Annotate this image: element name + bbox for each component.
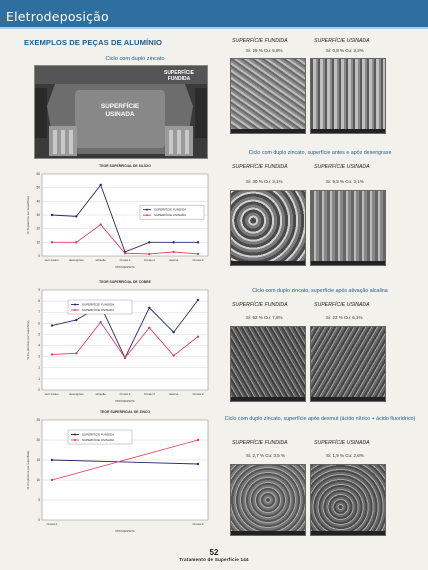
y-tick-label: 60 <box>36 172 40 176</box>
y-axis-label: % Zn (átomos por superfície) <box>26 450 30 490</box>
legend-marker <box>146 209 148 211</box>
sem-image-usinada <box>310 58 386 134</box>
page-number: 52 <box>209 548 219 557</box>
sem-head-usinada: SUPERFÍCIE USINADA <box>314 164 370 170</box>
legend-marker <box>74 304 76 306</box>
data-point <box>197 439 199 441</box>
data-point <box>51 479 53 481</box>
sem-image-usinada <box>310 190 386 266</box>
legend-label: SUPERFÍCIE USINADA <box>154 213 187 218</box>
x-axis-label: PROCESSOS <box>115 265 135 269</box>
page-title: Eletrodeposição <box>6 9 109 24</box>
piston-photo <box>34 65 208 159</box>
sem-val-fundida: Si: 2,7 % Cu: 3,5 % <box>246 453 286 458</box>
y-tick-label: 2 <box>38 365 40 370</box>
x-tick-label: desengraxe <box>69 258 84 262</box>
x-tick-label: sem tratam. <box>44 392 60 396</box>
sem-head-fundida: SUPERFÍCIE FUNDIDA <box>232 302 288 308</box>
sem-image-usinada <box>310 326 386 402</box>
x-tick-label: desmut <box>169 258 179 262</box>
x-tick-label: zincato 2 <box>143 392 155 396</box>
x-axis-label: PROCESSOS <box>115 529 135 533</box>
photo-caption: Ciclo com duplo zincato <box>105 56 165 62</box>
data-point <box>148 307 150 309</box>
sem-head-fundida: SUPERFÍCIE FUNDIDA <box>232 164 288 170</box>
sem-caption: Ciclo com duplo zincato, superfície após desmut (ácido nítrico + ácido fluorídrico) <box>224 416 416 422</box>
data-point <box>197 299 199 301</box>
legend-marker <box>74 439 76 441</box>
y-tick-label: 0 <box>38 254 40 258</box>
legend-label: SUPERFÍCIE FUNDIDA <box>154 207 187 212</box>
y-tick-label: 9 <box>38 288 40 292</box>
chart-cobre <box>24 286 214 404</box>
sem-val-usinada: Si: 23 % Cu: 6,1% <box>326 315 363 320</box>
x-tick-label: zincato 1 <box>119 258 131 262</box>
y-tick-label: 25 <box>36 418 40 422</box>
y-tick-label: 6 <box>38 321 40 326</box>
chart-silicio <box>24 170 214 270</box>
sem-val-fundida: Si: 52 % Cu: 7,6% <box>246 315 283 320</box>
y-tick-label: 0 <box>38 518 40 522</box>
y-tick-label: 30 <box>36 213 40 217</box>
data-point <box>51 241 53 243</box>
chart-zinco-title: TEOR SUPERFICIAL DE ZINCO <box>99 410 151 414</box>
x-tick-label: zincato 2 <box>192 258 204 262</box>
sem-val-fundida: Si: 30 % Cu: 3,1% <box>246 179 283 184</box>
data-point <box>124 357 126 359</box>
legend-marker <box>74 434 76 436</box>
x-tick-label: ativação <box>95 258 106 262</box>
y-tick-label: 40 <box>36 199 40 204</box>
data-point <box>75 319 77 321</box>
x-axis-label: PROCESSOS <box>115 399 135 403</box>
data-point <box>75 215 77 217</box>
y-tick-label: 1 <box>38 376 40 381</box>
legend-label: SUPERFÍCIE USINADA <box>82 308 115 312</box>
data-point <box>51 353 53 355</box>
data-point <box>99 184 101 186</box>
publication-name: Tratamento de Superfície 144 <box>179 557 249 562</box>
data-point <box>99 321 101 323</box>
data-point <box>172 354 174 356</box>
data-point <box>75 352 77 354</box>
x-tick-label: zincato 2 <box>143 258 155 262</box>
label-superficie-usinada: SUPERFÍCIE USINADA <box>100 103 140 118</box>
data-point <box>172 331 174 333</box>
sem-image-fundida <box>230 190 306 266</box>
y-tick-label: 10 <box>36 478 40 482</box>
sem-image-usinada <box>310 464 386 536</box>
y-tick-label: 7 <box>38 310 40 315</box>
header-divider <box>0 27 428 29</box>
x-tick-label: desengraxe <box>69 392 84 396</box>
label-superficie-fundida: SUPERFÍCIE FUNDIDA <box>163 70 194 82</box>
data-point <box>172 241 174 243</box>
y-tick-label: 0 <box>38 388 40 392</box>
sem-head-usinada: SUPERFÍCIE USINADA <box>314 440 370 446</box>
y-tick-label: 10 <box>36 240 40 245</box>
y-tick-label: 4 <box>38 343 40 348</box>
data-point <box>197 241 199 243</box>
sem-head-fundida: SUPERFÍCIE FUNDIDA <box>232 38 288 44</box>
data-point <box>197 253 199 255</box>
y-tick-label: 15 <box>36 458 40 462</box>
x-tick-label: zincato 1 <box>119 392 131 396</box>
data-point <box>148 327 150 329</box>
sem-val-usinada: Si: 1,9 % Cu: 2,6% <box>326 453 364 458</box>
y-axis-label: % Cu (átomos por superfície) <box>26 320 30 360</box>
section-title: EXEMPLOS DE PEÇAS DE ALUMÍNIO <box>24 38 163 47</box>
y-tick-label: 20 <box>36 438 40 442</box>
data-point <box>51 459 53 461</box>
chart-zinco <box>24 416 214 534</box>
sem-caption: Ciclo com duplo zincato, superfície antes e após desengraxe <box>248 150 392 156</box>
legend-label: SUPERFÍCIE USINADA <box>82 438 115 442</box>
x-tick-label: zincato 2 <box>192 522 204 526</box>
data-point <box>75 241 77 243</box>
legend-label: SUPERFÍCIE FUNDIDA <box>82 302 115 307</box>
sem-val-usinada: Si: 9,5 % Cu: 3,1% <box>326 179 364 184</box>
y-tick-label: 3 <box>38 354 40 359</box>
x-tick-label: sem tratam. <box>44 258 60 262</box>
legend-label: SUPERFÍCIE FUNDIDA <box>82 432 115 437</box>
chart-cobre-title: TEOR SUPERFICIAL DE COBRE <box>99 280 151 284</box>
y-tick-label: 20 <box>36 226 40 231</box>
data-point <box>172 251 174 253</box>
page-header <box>0 0 428 28</box>
y-tick-label: 8 <box>38 299 40 304</box>
sem-image-fundida <box>230 464 306 536</box>
x-tick-label: zincato 1 <box>46 522 58 526</box>
y-tick-label: 5 <box>38 498 40 502</box>
data-point <box>148 241 150 243</box>
x-tick-label: desmut <box>169 392 179 396</box>
sem-head-usinada: SUPERFÍCIE USINADA <box>314 38 370 44</box>
legend-marker <box>146 214 148 216</box>
sem-image-fundida <box>230 58 306 134</box>
sem-val-fundida: Si: 29 % Cu: 5,8% <box>246 48 283 53</box>
data-point <box>99 223 101 225</box>
data-point <box>197 335 199 337</box>
data-point <box>124 252 126 254</box>
data-point <box>197 463 199 465</box>
y-tick-label: 5 <box>38 332 40 337</box>
y-tick-label: 50 <box>36 185 40 190</box>
sem-caption: Ciclo com duplo zincato, superfície após ativação alcalina <box>252 288 388 294</box>
x-tick-label: zincato 2 <box>192 392 204 396</box>
data-point <box>51 214 53 216</box>
chart-silicio-title: TEOR SUPERFICIAL DE SILÍCIO <box>99 164 151 168</box>
data-point <box>148 253 150 255</box>
sem-head-fundida: SUPERFÍCIE FUNDIDA <box>232 440 288 446</box>
sem-image-fundida <box>230 326 306 402</box>
sem-val-usinada: Si: 0,8 % Cu: 3,2% <box>326 48 364 53</box>
y-axis-label: % Si (átomos por superfície) <box>26 196 30 234</box>
legend-marker <box>74 309 76 311</box>
sem-head-usinada: SUPERFÍCIE USINADA <box>314 302 370 308</box>
data-point <box>51 324 53 326</box>
x-tick-label: ativação <box>95 392 106 396</box>
